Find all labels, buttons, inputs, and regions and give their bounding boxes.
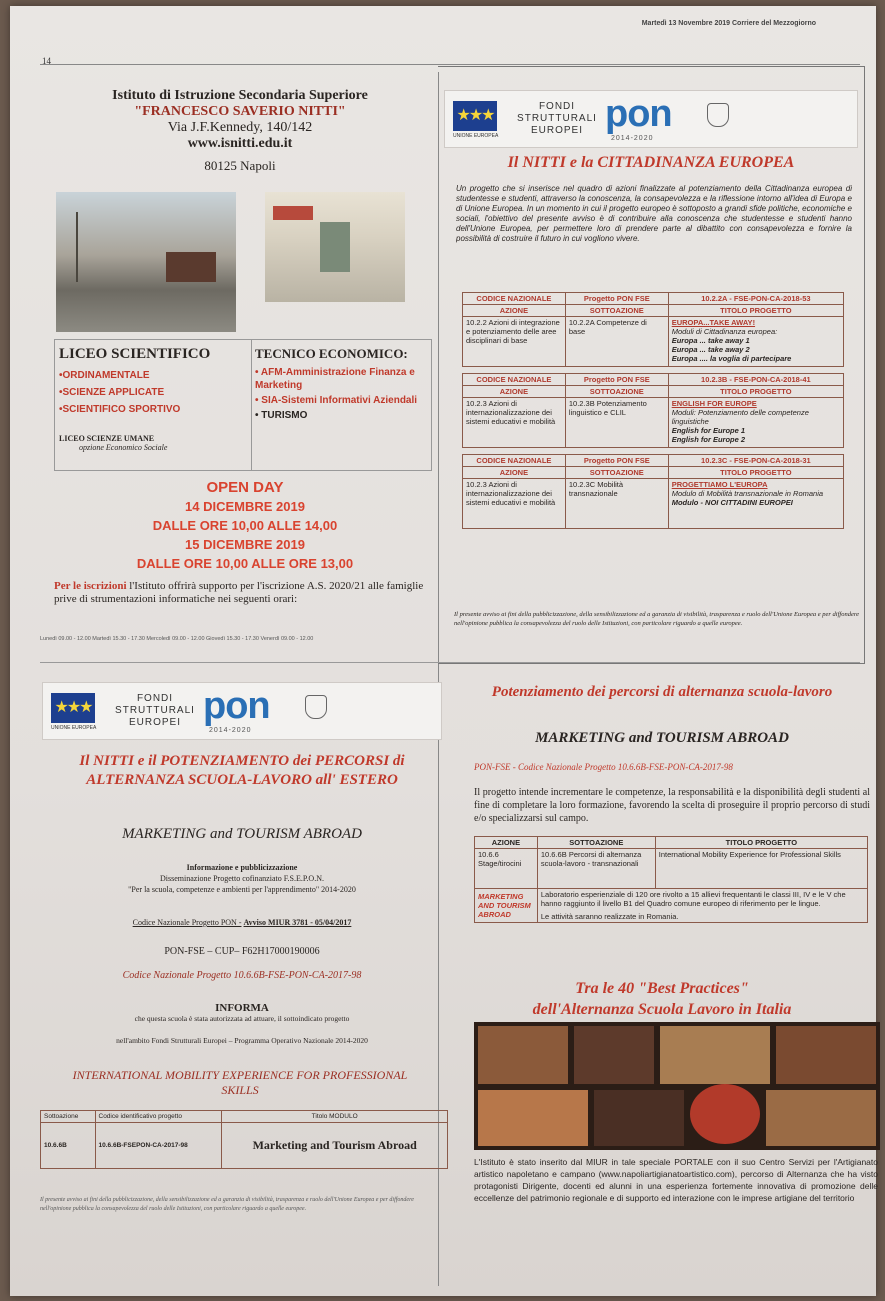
corridor-end bbox=[320, 222, 350, 272]
pon-banner-2 bbox=[42, 682, 442, 740]
project-table bbox=[462, 454, 844, 529]
project-code: 10.2.3C - FSE-PON-CA-2018-31 bbox=[668, 455, 843, 467]
collage-coral bbox=[690, 1084, 760, 1144]
informa-text: che questa scuola è stata autorizzata ad attuare, il sottoindicato progetto bbox=[134, 1014, 350, 1023]
gate-shape bbox=[166, 252, 216, 282]
titolo-header: TITOLO PROGETTO bbox=[668, 386, 843, 398]
eu-caption: UNIONE EUROPEA bbox=[453, 133, 499, 139]
codice-label: CODICE NAZIONALE bbox=[463, 293, 566, 305]
lt-header: Codice identificativo progetto bbox=[95, 1111, 222, 1123]
left-module-table bbox=[40, 1110, 448, 1169]
orari: Lunedì 09.00 - 12.00 Martedì 15.30 - 17.30 Mercoledì 09.00 - 12.00 Giovedì 15.30 - 17.30 Venerdì 09.00 - 12.00 bbox=[40, 636, 314, 642]
rt-label: MARKETING AND TOURISM ABROAD bbox=[475, 889, 538, 923]
liceo-extra: LICEO SCIENZE UMANE bbox=[59, 434, 155, 443]
tecnico-list bbox=[255, 366, 427, 422]
azione-header: AZIONE bbox=[463, 467, 566, 479]
tecnico-title: TECNICO ECONOMICO: bbox=[255, 346, 408, 361]
titolo-mod: Moduli: Potenziamento delle competenze linguistiche bbox=[671, 408, 809, 426]
artigianato-collage bbox=[474, 1022, 880, 1150]
module-item: Modulo - NOI CITTADINI EUROPEI bbox=[671, 498, 793, 507]
iscrizioni-body: l'Istituto offrirà supporto per l'iscrizione A.S. 2020/21 alle famiglie prive di strumentazioni informatiche nei seguenti orari: bbox=[54, 580, 424, 605]
collage-tile bbox=[594, 1090, 684, 1146]
rt-header: SOTTOAZIONE bbox=[537, 837, 655, 849]
italy-crest-icon bbox=[305, 695, 327, 719]
titolo-name: PROGETTIAMO L'EUROPA bbox=[671, 480, 768, 489]
codice-label: CODICE NAZIONALE bbox=[463, 455, 566, 467]
titolo-mod: Modulo di Mobilità transnazionale in Romania bbox=[671, 489, 824, 498]
artigianato-text: L'Istituto è stato inserito dal MIUR in tale speciale PORTALE con il suo Centro Servizi per l'Artigianato artistico napoletano e campano (www.napoliartigianatoartistico.com), percorso di Alternanza che ha visto protagonisti Dirigente, docenti ed alunni in una esperienza fortemente innovativa di promozione delle eccellenze del patrimonio regionale e di supporto ed interazione con le imprese artigiane del territorio bbox=[474, 1157, 878, 1203]
module-item: Europa ... take away 2 bbox=[671, 345, 750, 354]
informa-title: INFORMA bbox=[215, 1002, 269, 1014]
avviso-lead: Codice Nazionale Progetto PON - bbox=[132, 918, 242, 927]
pon-logo: pon bbox=[605, 93, 672, 135]
iscrizioni-text bbox=[54, 580, 434, 606]
rt-cell: 10.6.6 Stage/tirocini bbox=[475, 849, 538, 889]
iscrizioni-lead: Per le iscrizioni bbox=[54, 580, 127, 592]
lt-cell: 10.6.6B-FSEPON-CA-2017-98 bbox=[95, 1123, 222, 1169]
project-table bbox=[462, 292, 844, 367]
titolo-header: TITOLO PROGETTO bbox=[668, 467, 843, 479]
azione-header: AZIONE bbox=[463, 386, 566, 398]
collage-tile bbox=[766, 1090, 876, 1146]
courses-box bbox=[54, 339, 432, 471]
avviso-code: Avviso MIUR 3781 - 05/04/2017 bbox=[243, 918, 352, 927]
corridor-sign bbox=[273, 206, 313, 220]
informa-block bbox=[44, 1002, 440, 1046]
best-line-2: dell'Alternanza Scuola Lavoro in Italia bbox=[532, 1001, 792, 1018]
page-number: 14 bbox=[42, 56, 51, 66]
cittadinanza-tables bbox=[462, 292, 844, 535]
alternanza-right-title: Potenziamento dei percorsi di alternanza scuola-lavoro bbox=[491, 684, 833, 700]
titolo-cell bbox=[668, 479, 843, 529]
collage-tile bbox=[776, 1026, 876, 1084]
alternanza-left-info bbox=[44, 862, 440, 895]
azione-header: AZIONE bbox=[463, 305, 566, 317]
open-day-date-1: 14 DICEMBRE 2019 bbox=[185, 499, 305, 514]
sotto-header: SOTTOAZIONE bbox=[565, 305, 668, 317]
school-address: Via J.F.Kennedy, 140/142 bbox=[167, 120, 313, 135]
italy-crest-icon bbox=[707, 103, 729, 127]
newspaper-page bbox=[10, 6, 876, 1296]
alternanza-right-text: Il progetto intende incrementare le competenze, la responsabilità e la disponibilità degli studenti al fine di completare la loro formazione, favorendo la scelta di proseguire il proprio percorso di studi e/o specializzarsi sul campo. bbox=[474, 787, 870, 824]
pon-fondi: FONDI STRUTTURALI EUROPEI bbox=[517, 101, 597, 136]
titolo-mod: Moduli di Cittadinanza europea: bbox=[671, 327, 778, 336]
open-day-hours-2: DALLE ORE 10,00 ALLE ORE 13,00 bbox=[136, 556, 354, 571]
project-table bbox=[462, 373, 844, 448]
codice-label: CODICE NAZIONALE bbox=[463, 374, 566, 386]
school-exterior-photo bbox=[56, 192, 236, 332]
sotto-cell: 10.2.3B Potenziamento linguistico e CLIL bbox=[565, 398, 668, 448]
collage-tile bbox=[478, 1090, 588, 1146]
open-day-hours-1: DALLE ORE 10,00 ALLE 14,00 bbox=[152, 518, 338, 533]
alternanza-right-subtitle: MARKETING and TOURISM ABROAD bbox=[535, 730, 789, 746]
titolo-header: TITOLO PROGETTO bbox=[668, 305, 843, 317]
liceo-item: •SCIENZE APPLICATE bbox=[59, 387, 165, 398]
titolo-cell bbox=[668, 317, 843, 367]
school-header bbox=[50, 88, 430, 174]
tecnico-item: • SIA-Sistemi Informativi Aziendali bbox=[255, 395, 418, 406]
rt-cell: International Mobility Experience for Professional Skills bbox=[655, 849, 867, 889]
alternanza-right-pon: PON-FSE - Codice Nazionale Progetto 10.6.6B-FSE-PON-CA-2017-98 bbox=[474, 762, 733, 772]
rt-cell: 10.6.6B Percorsi di alternanza scuola-lavoro - transnazionali bbox=[537, 849, 655, 889]
lt-cell: 10.6.6B bbox=[41, 1123, 96, 1169]
info-title: Informazione e pubblicizzazione bbox=[186, 863, 298, 872]
rt-desc bbox=[537, 889, 867, 923]
best-practices bbox=[450, 978, 874, 1020]
school-city: 80125 Napoli bbox=[204, 158, 276, 173]
school-name: Istituto di Istruzione Secondaria Superiore bbox=[112, 88, 368, 103]
progetto-label: Progetto PON FSE bbox=[565, 374, 668, 386]
module-item: Europa ... take away 1 bbox=[671, 336, 750, 345]
lt-header: Titolo MODULO bbox=[222, 1111, 448, 1123]
pon-years: 2014-2020 bbox=[209, 727, 252, 734]
header-date: Martedì 13 Novembre 2019 Corriere del Mezzogiorno bbox=[641, 20, 816, 27]
rt-desc-note: Le attività saranno realizzate in Romania. bbox=[540, 912, 679, 921]
school-corridor-photo bbox=[265, 192, 405, 302]
alternanza-left-subtitle: MARKETING and TOURISM ABROAD bbox=[122, 826, 362, 842]
pon-years: 2014-2020 bbox=[611, 135, 654, 142]
sotto-cell: 10.2.3C Mobilità transnazionale bbox=[565, 479, 668, 529]
pon-banner bbox=[444, 90, 858, 148]
alternanza-left-title: Il NITTI e il POTENZIAMENTO dei PERCORSI di ALTERNANZA SCUOLA-LAVORO all' ESTERO bbox=[79, 753, 405, 788]
liceo-item: •SCIENTIFICO SPORTIVO bbox=[59, 404, 181, 415]
open-day bbox=[50, 478, 440, 573]
rt-desc-text: Laboratorio esperienziale di 120 ore rivolto a 15 allievi frequentanti le classi III, IV e le V che hanno raggiunto il livello B1 del Quadro comune europeo di riferimento per le lingue. bbox=[540, 890, 846, 908]
best-line-1: Tra le 40 "Best Practices" bbox=[575, 980, 749, 997]
sotto-cell: 10.2.2A Competenze di base bbox=[565, 317, 668, 367]
collage-tile bbox=[660, 1026, 770, 1084]
module-item: Europa .... la voglia di partecipare bbox=[671, 354, 792, 363]
pon-logo: pon bbox=[203, 685, 270, 727]
azione-cell: 10.2.3 Azioni di internazionalizzazione dei sistemi educativi e mobilità bbox=[463, 398, 566, 448]
module-item: English for Europe 2 bbox=[671, 435, 746, 444]
tecnico-item: • AFM-Amministrazione Finanza e Marketing bbox=[255, 367, 415, 391]
titolo-name: ENGLISH FOR EUROPE bbox=[671, 399, 757, 408]
info-scuola: "Per la scuola, competenze e ambienti per l'apprendimento" 2014-2020 bbox=[128, 885, 356, 894]
lt-header: Sottoazione bbox=[41, 1111, 96, 1123]
eu-flag-icon: ★★★ bbox=[453, 101, 497, 131]
rt-header: AZIONE bbox=[475, 837, 538, 849]
info-diss: Disseminazione Progetto cofinanziato F.S.E.P.O.N. bbox=[159, 874, 324, 883]
open-day-title: OPEN DAY bbox=[206, 479, 284, 496]
courses-divider bbox=[251, 340, 252, 470]
tree-shape bbox=[76, 212, 118, 282]
liceo-list bbox=[59, 367, 244, 418]
open-day-date-2: 15 DICEMBRE 2019 bbox=[185, 537, 305, 552]
sotto-header: SOTTOAZIONE bbox=[565, 386, 668, 398]
sotto-header: SOTTOAZIONE bbox=[565, 467, 668, 479]
module-item: English for Europe 1 bbox=[671, 426, 746, 435]
right-project-table bbox=[474, 836, 868, 923]
eu-flag-icon: ★★★ bbox=[51, 693, 95, 723]
titolo-name: EUROPA...TAKE AWAY! bbox=[671, 318, 756, 327]
cittadinanza-title: Il NITTI e la CITTADINANZA EUROPEA bbox=[507, 154, 795, 171]
lt-cell: Marketing and Tourism Abroad bbox=[222, 1123, 448, 1169]
collage-tile bbox=[478, 1026, 568, 1084]
pon-fondi: FONDI STRUTTURALI EUROPEI bbox=[115, 693, 195, 728]
liceo-extra-sub: opzione Economico Sociale bbox=[79, 443, 168, 452]
liceo-item: •ORDINAMENTALE bbox=[59, 370, 150, 381]
cittadinanza-footer: Il presente avviso ai fini della pubblicizzazione, della sensibilizzazione ed a garanzia di visibilità, trasparenza e ruolo dell'Unione Europea e per diffondere nell'opinione pubblica la consapevolezza del ruolo delle Istituzioni, con particolare riguardo a quelle europee. bbox=[454, 611, 860, 627]
azione-cell: 10.2.3 Azioni di internazionalizzazione dei sistemi educativi e mobilità bbox=[463, 479, 566, 529]
project-code: 10.2.3B - FSE-PON-CA-2018-41 bbox=[668, 374, 843, 386]
school-website: www.isnitti.edu.it bbox=[187, 136, 293, 151]
avviso-line bbox=[44, 918, 440, 927]
intl-title: INTERNATIONAL MOBILITY EXPERIENCE FOR PROFESSIONAL SKILLS bbox=[72, 1068, 408, 1097]
left-footer: Il presente avviso ai fini della pubblicizzazione, della sensibilizzazione ed a garanzia di visibilità, trasparenza e ruolo dell'Unione Europea e per diffondere nell'opinione pubblica la consapevolezza del ruolo delle Istituzioni, con particolare riguardo a quelle europee. bbox=[40, 1197, 414, 1212]
school-title: "FRANCESCO SAVERIO NITTI" bbox=[134, 104, 346, 119]
project-code: 10.2.2A - FSE-PON-CA-2018-53 bbox=[668, 293, 843, 305]
cup-line: PON-FSE – CUP– F62H17000190006 bbox=[164, 946, 320, 957]
azione-cell: 10.2.2 Azioni di integrazione e potenziamento delle aree disciplinari di base bbox=[463, 317, 566, 367]
progetto-label: Progetto PON FSE bbox=[565, 293, 668, 305]
rt-header: TITOLO PROGETTO bbox=[655, 837, 867, 849]
codice-line: Codice Nazionale Progetto 10.6.6B-FSE-PON-CA-2017-98 bbox=[122, 970, 362, 981]
tecnico-item: • TURISMO bbox=[255, 410, 308, 421]
informa-ambito: nell'ambito Fondi Strutturali Europei – Programma Operativo Nazionale 2014-2020 bbox=[116, 1036, 368, 1045]
progetto-label: Progetto PON FSE bbox=[565, 455, 668, 467]
top-rule bbox=[40, 64, 860, 65]
eu-caption: UNIONE EUROPEA bbox=[51, 725, 97, 731]
titolo-cell bbox=[668, 398, 843, 448]
liceo-title: LICEO SCIENTIFICO bbox=[59, 346, 211, 362]
cittadinanza-intro: Un progetto che si inserisce nel quadro di azioni finalizzate al potenziamento della Cittadinanza europea di studentesse e studenti, attraverso la conoscenza, la consapevolezza e la riflessione intorno all'idea di Europa e di Unione Europea. In un momento in cui il progetto europeo è sottoposto a grandi sfide politiche, economiche e sociali, l'obiettivo del presente avviso è di contribuire alla conoscenza che studentesse e studenti hanno dell'Unione Europea, per permettere loro di prendere parte al dibattito con consapevolezza e fornire la possibilità di costruire il futuro in cui vogliono vivere. bbox=[456, 184, 852, 243]
collage-tile bbox=[574, 1026, 654, 1084]
